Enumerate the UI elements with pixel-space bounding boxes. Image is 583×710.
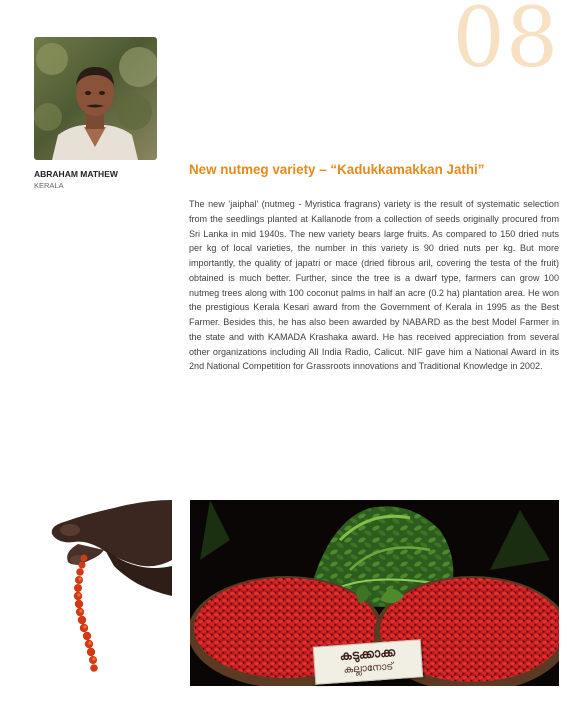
- hand-mace-icon: [34, 500, 172, 686]
- placard-text-line1: കടുക്കാക്ക: [339, 644, 396, 663]
- person-name: ABRAHAM MATHEW: [34, 169, 118, 179]
- nutmeg-label-placard: [313, 639, 423, 684]
- farmer-portrait-photo: [34, 37, 157, 160]
- portrait-icon: [34, 37, 157, 160]
- placard-text-line2: കല്ലാനോട്: [343, 661, 394, 676]
- hand-holding-mace-photo: [34, 500, 172, 686]
- article-title: New nutmeg variety – “Kadukkamakkan Jathi”: [189, 162, 485, 177]
- person-location: KERALA: [34, 181, 64, 190]
- page-number: 08: [452, 0, 559, 86]
- article-body: The new ‘jaiphal’ (nutmeg - Myristica fragrans) variety is the result of systematic selection from the seedlings planted at Kallanode from a collection of seeds originally procured from Sri Lanka in mid 1940s. The new variety bears large fruits. As compared to 150 dried nuts per kg of local varieties, the number in this variety is 90 dried nuts per kg. But more importantly, the quality of japatri or mace (dried fibrous aril, covering the testa of the fruit) obtained is much better. Further, since the tree is a dwarf type, farmers can grow 100 nutmeg trees along with 100 coconut palms in half an acre (0.2 ha) plantation area. He won the prestigious Kerala Kesari award from the Government of Kerala in 1995 as the Best Farmer. Besides this, he has also been awarded by NABARD as the best Model Farmer in the state and with KAMADA Krashaka award. He has received appreciation from several other organizations including All India Radio, Calicut. NIF gave him a National Award in its 2nd National Competition for Grassroots innovations and Traditional Knowledge in 2002.: [189, 199, 559, 372]
